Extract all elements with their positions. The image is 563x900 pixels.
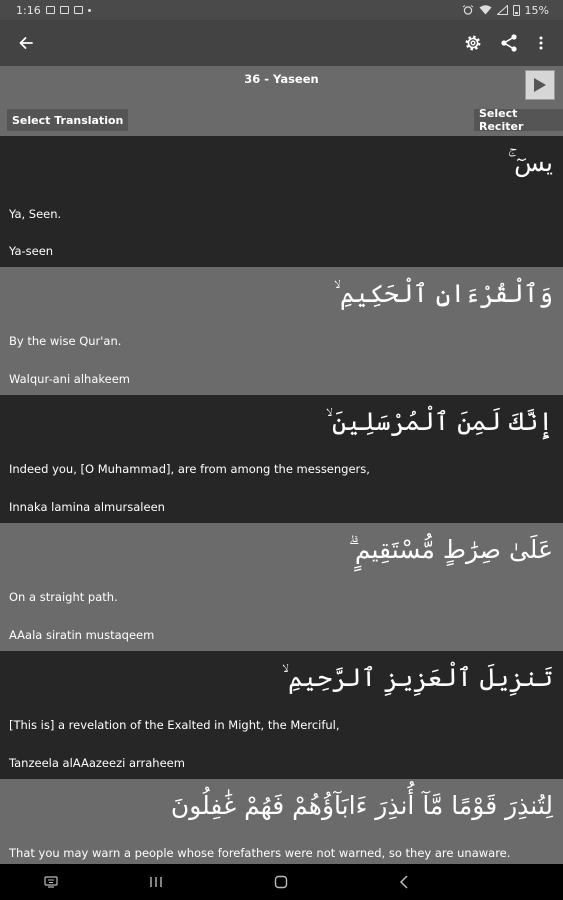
battery-icon	[513, 5, 520, 16]
verse-item[interactable]	[0, 651, 563, 779]
message-notification-icon	[74, 6, 83, 14]
app-bar	[0, 20, 563, 66]
verse-transliteration: Innaka lamina almursaleen	[9, 500, 165, 514]
verse-item[interactable]	[0, 523, 563, 651]
system-back-button[interactable]	[384, 864, 424, 900]
verse-item[interactable]	[0, 267, 563, 395]
overflow-menu-icon	[538, 35, 544, 51]
verse-item[interactable]	[0, 779, 563, 864]
back-chevron-icon	[399, 875, 409, 889]
home-button[interactable]	[261, 864, 301, 900]
status-bar	[0, 0, 563, 20]
status-left	[16, 4, 91, 17]
alarm-icon	[462, 5, 474, 15]
status-time: 1:16	[16, 3, 41, 17]
keyboard-icon	[44, 876, 58, 888]
gear-icon	[463, 33, 483, 53]
surah-title: 36 - Yaseen	[244, 72, 319, 86]
play-button[interactable]	[525, 70, 555, 100]
verse-arabic: يسٓ ۚ	[507, 148, 553, 177]
verse-arabic: وَٱلْقُرْءَانِ ٱلْحَكِيمِ ۙ	[333, 279, 553, 308]
status-right	[462, 4, 549, 17]
verse-arabic: إِنَّكَ لَمِنَ ٱلْمُرْسَلِينَ ۙ	[325, 407, 553, 436]
verse-transliteration: Tanzeela alAAazeezi arraheem	[9, 756, 185, 770]
verse-arabic: تَنزِيلَ ٱلْعَزِيزِ ٱلرَّحِيمِ ۙ	[281, 663, 553, 692]
recent-apps-icon	[149, 876, 163, 888]
image-notification-icon	[46, 6, 55, 14]
select-translation-button[interactable]: Select Translation	[7, 109, 128, 131]
verse-translation: [This is] a revelation of the Exalted in Might, the Merciful,	[9, 718, 340, 732]
settings-button[interactable]	[460, 30, 486, 56]
verse-transliteration: Walqur-ani alhakeem	[9, 372, 130, 386]
email-notification-icon	[60, 6, 69, 14]
share-button[interactable]	[496, 30, 522, 56]
verse-arabic: عَلَىٰ صِرَٰطٍ مُّسْتَقِيمٍ ۗ	[348, 535, 553, 564]
wifi-icon	[479, 5, 492, 15]
verse-transliteration: Ya-seen	[9, 244, 54, 258]
verse-translation: On a straight path.	[9, 590, 118, 604]
select-reciter-button[interactable]: Select Reciter	[474, 109, 563, 131]
verse-item[interactable]	[0, 136, 563, 267]
system-nav-bar	[0, 864, 563, 900]
recent-apps-button[interactable]	[136, 864, 176, 900]
back-button[interactable]	[13, 30, 39, 56]
back-arrow-icon	[18, 35, 34, 51]
verse-translation: By the wise Qur'an.	[9, 334, 122, 348]
play-icon	[533, 77, 547, 93]
verse-arabic: لِتُنذِرَ قَوْمًا مَّآ أُنذِرَ ءَابَآؤُهُمْ فَهُمْ غَٰفِلُونَ	[170, 791, 553, 820]
battery-percent: 15%	[524, 3, 549, 17]
share-icon	[499, 33, 519, 53]
more-notifications-icon	[88, 9, 91, 12]
keyboard-switch-button[interactable]	[31, 864, 71, 900]
verse-translation: Ya, Seen.	[9, 207, 62, 221]
verse-translation: That you may warn a people whose forefathers were not warned, so they are unaware.	[9, 846, 511, 860]
verse-item[interactable]	[0, 395, 563, 523]
surah-title-bar	[0, 66, 563, 104]
overflow-menu-button[interactable]	[528, 30, 554, 56]
controls-row	[0, 104, 563, 136]
verse-transliteration: AAala siratin mustaqeem	[9, 628, 155, 642]
cell-signal-icon	[497, 5, 508, 15]
home-icon	[274, 875, 288, 889]
verse-translation: Indeed you, [O Muhammad], are from among the messengers,	[9, 462, 370, 476]
